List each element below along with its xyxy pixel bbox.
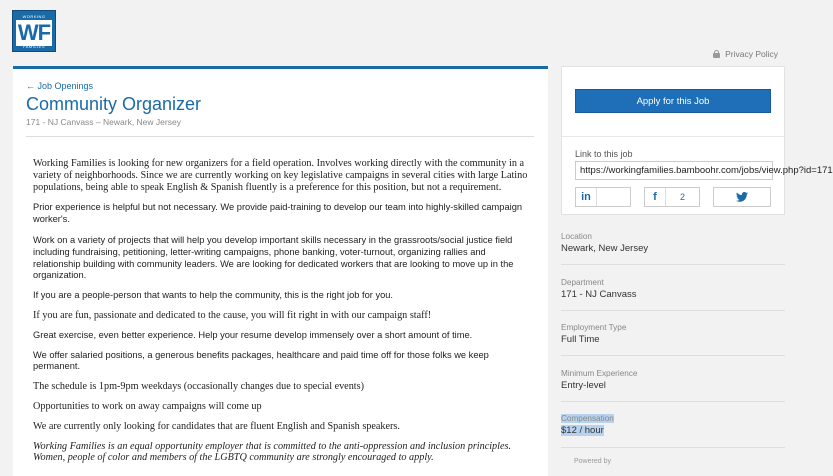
location-info (561, 232, 785, 254)
job-subtitle: 171 - NJ Canvass – Newark, New Jersey (26, 117, 181, 127)
compensation-label: Compensation (561, 414, 614, 423)
lock-icon (713, 50, 720, 58)
employment-type-value: Full Time (561, 334, 600, 345)
linkedin-icon: in (576, 188, 597, 206)
minimum-experience-info (561, 369, 785, 391)
eeo-statement: Working Families is an equal opportunity employer that is committed to the anti-oppression and inclusion principles. Women, people of color and members of the LGBTQ community are strongly encouraged to apply. (33, 440, 512, 464)
description-paragraph: Prior experience is helpful but not necessary. We provide paid-training to develop our team into highly-skilled campaign worker's. (33, 202, 523, 225)
compensation-value: $12 / hour (561, 425, 604, 436)
card-divider (562, 136, 784, 137)
back-link-label: Job Openings (37, 81, 94, 91)
facebook-share-count: 2 (679, 192, 685, 202)
description-paragraph: If you are fun, passionate and dedicated to the cause, you will fit right in with our campaign staff! (33, 309, 432, 321)
apply-button[interactable]: Apply for this Job (575, 89, 771, 113)
description-paragraph: If you are a people-person that wants to help the community, this is the right job for you. (33, 290, 394, 301)
meta-divider (561, 447, 785, 448)
meta-divider (561, 264, 785, 265)
location-value: Newark, New Jersey (561, 243, 649, 254)
working-families-logo[interactable] (12, 10, 56, 52)
employment-type-info (561, 323, 785, 345)
facebook-share-button[interactable] (644, 187, 700, 207)
logo-bottom-text: FAMILIES (22, 44, 45, 49)
privacy-policy-link[interactable] (713, 49, 778, 59)
job-link-field[interactable]: https://workingfamilies.bamboohr.com/jobs/view.php?id=171 (575, 161, 773, 180)
job-description (33, 158, 533, 464)
back-to-job-openings-link[interactable] (26, 81, 93, 91)
description-paragraph: Working Families is looking for new organizers for a field operation. Involves working directly with the community in a variety of neighborhoods. Since we are currently working on key legislative campaigns in several cities with large Latino populations, being able to speak English & Spanish fluently is a preference for this position, but not a requirement. (33, 158, 528, 193)
description-paragraph: Work on a variety of projects that will help you develop important skills necessary in the grassroots/social justice field including fundraising, petitioning, letter-writing campaigns, phone banking, voter-turnout, organizing rallies and relationship building with community leaders. We are looking for dedicated workers that are looking to move up in the organization. (33, 234, 514, 281)
department-value: 171 - NJ Canvass (561, 289, 637, 300)
description-paragraph: Great exercise, even better experience. Help your resume develop immensely over a short amount of time. (33, 329, 473, 340)
job-title: Community Organizer (26, 94, 202, 114)
description-paragraph: We are currently only looking for candidates that are fluent English and Spanish speakers. (33, 420, 400, 432)
description-paragraph: We offer salaried positions, a generous benefits packages, healthcare and paid time off for those folks we keep permanent. (33, 349, 489, 372)
privacy-policy-label: Privacy Policy (725, 49, 778, 59)
logo-mark: WF (17, 20, 51, 45)
job-description-panel (13, 66, 548, 476)
description-paragraph: The schedule is 1pm-9pm weekdays (occasionally changes due to special events) (33, 381, 364, 393)
employment-type-label: Employment Type (561, 323, 627, 332)
minimum-experience-label: Minimum Experience (561, 369, 638, 378)
link-to-job-label: Link to this job (575, 149, 633, 159)
title-divider (26, 136, 534, 137)
linkedin-share-button[interactable] (575, 187, 631, 207)
facebook-icon: f (645, 188, 666, 206)
description-paragraph: Opportunities to work on away campaigns will come up (33, 400, 262, 412)
compensation-info (561, 414, 785, 436)
location-label: Location (561, 232, 592, 241)
back-arrow-icon: ← (26, 81, 35, 91)
meta-divider (561, 401, 785, 402)
minimum-experience-value: Entry-level (561, 380, 606, 391)
meta-divider (561, 310, 785, 311)
meta-divider (561, 355, 785, 356)
logo-top-text: WORKING (22, 14, 46, 19)
department-label: Department (561, 278, 604, 287)
twitter-share-button[interactable] (713, 187, 771, 207)
department-info (561, 278, 785, 300)
apply-card (561, 66, 833, 215)
powered-by-label: Powered by (574, 458, 611, 465)
twitter-icon (736, 192, 748, 202)
